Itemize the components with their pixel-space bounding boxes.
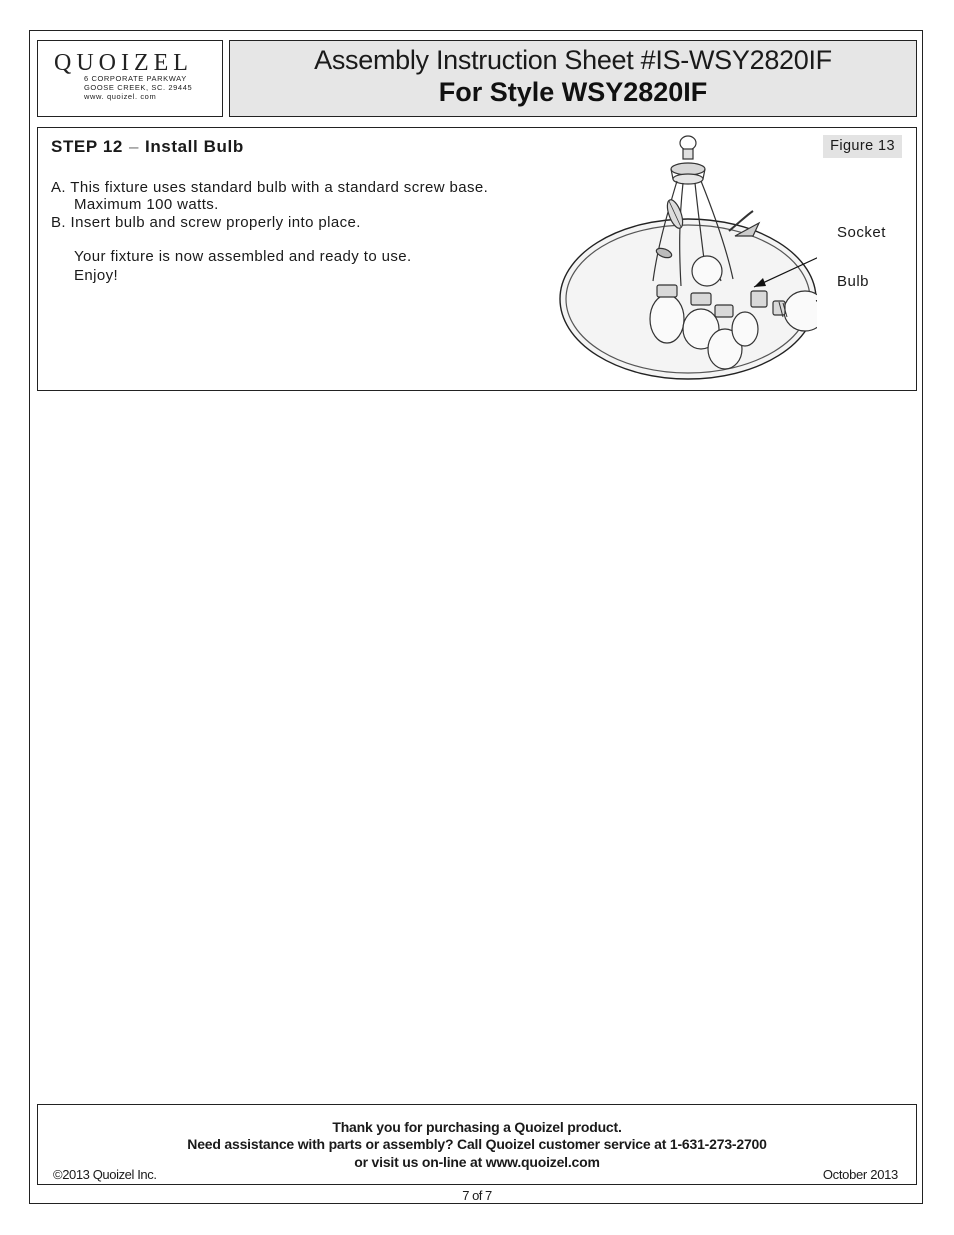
address-line-2: GOOSE CREEK, SC. 29445 bbox=[84, 83, 193, 92]
step-heading bbox=[51, 137, 244, 157]
page-number: 7 of 7 bbox=[462, 1188, 492, 1203]
socket-callout: Socket bbox=[837, 224, 886, 241]
copyright-text: 2013 Quoizel Inc. bbox=[62, 1167, 157, 1182]
step-number: STEP 12 bbox=[51, 137, 123, 156]
instruction-a-cont: Maximum 100 watts. bbox=[74, 196, 219, 213]
copyright bbox=[53, 1167, 157, 1182]
logo-box bbox=[37, 40, 223, 117]
enjoy-note: Enjoy! bbox=[74, 267, 119, 284]
title-box bbox=[229, 40, 917, 117]
style-title: For Style WSY2820IF bbox=[438, 77, 708, 107]
thanks-message: Thank you for purchasing a Quoizel product. bbox=[332, 1119, 622, 1135]
footer-box bbox=[37, 1104, 917, 1185]
fixture-illustration bbox=[557, 131, 817, 387]
address-line-3: www. quoizel. com bbox=[84, 92, 157, 101]
bulb-callout: Bulb bbox=[837, 273, 870, 290]
company-address bbox=[84, 74, 192, 101]
instruction-b: B. Insert bulb and screw properly into place. bbox=[51, 214, 361, 231]
copyright-icon: © bbox=[53, 1167, 63, 1182]
address-line-1: 6 CORPORATE PARKWAY bbox=[84, 74, 187, 83]
instruction-a: A. This fixture uses standard bulb with a standard screw base. bbox=[51, 179, 489, 196]
figure-label: Figure 13 bbox=[823, 135, 902, 158]
publication-date: October 2013 bbox=[822, 1167, 898, 1182]
step-name: Install Bulb bbox=[145, 137, 244, 156]
brand-logo: QUOIZEL bbox=[54, 50, 193, 76]
step-panel bbox=[37, 127, 917, 391]
website-message: or visit us on-line at www.quoizel.com bbox=[354, 1154, 600, 1170]
step-separator: – bbox=[128, 137, 139, 156]
document-title: Assembly Instruction Sheet #IS-WSY2820IF bbox=[314, 45, 832, 75]
assistance-message: Need assistance with parts or assembly? Call Quoizel customer service at 1-631-273-2700 bbox=[187, 1136, 767, 1152]
assembled-note: Your fixture is now assembled and ready to use. bbox=[74, 248, 412, 265]
